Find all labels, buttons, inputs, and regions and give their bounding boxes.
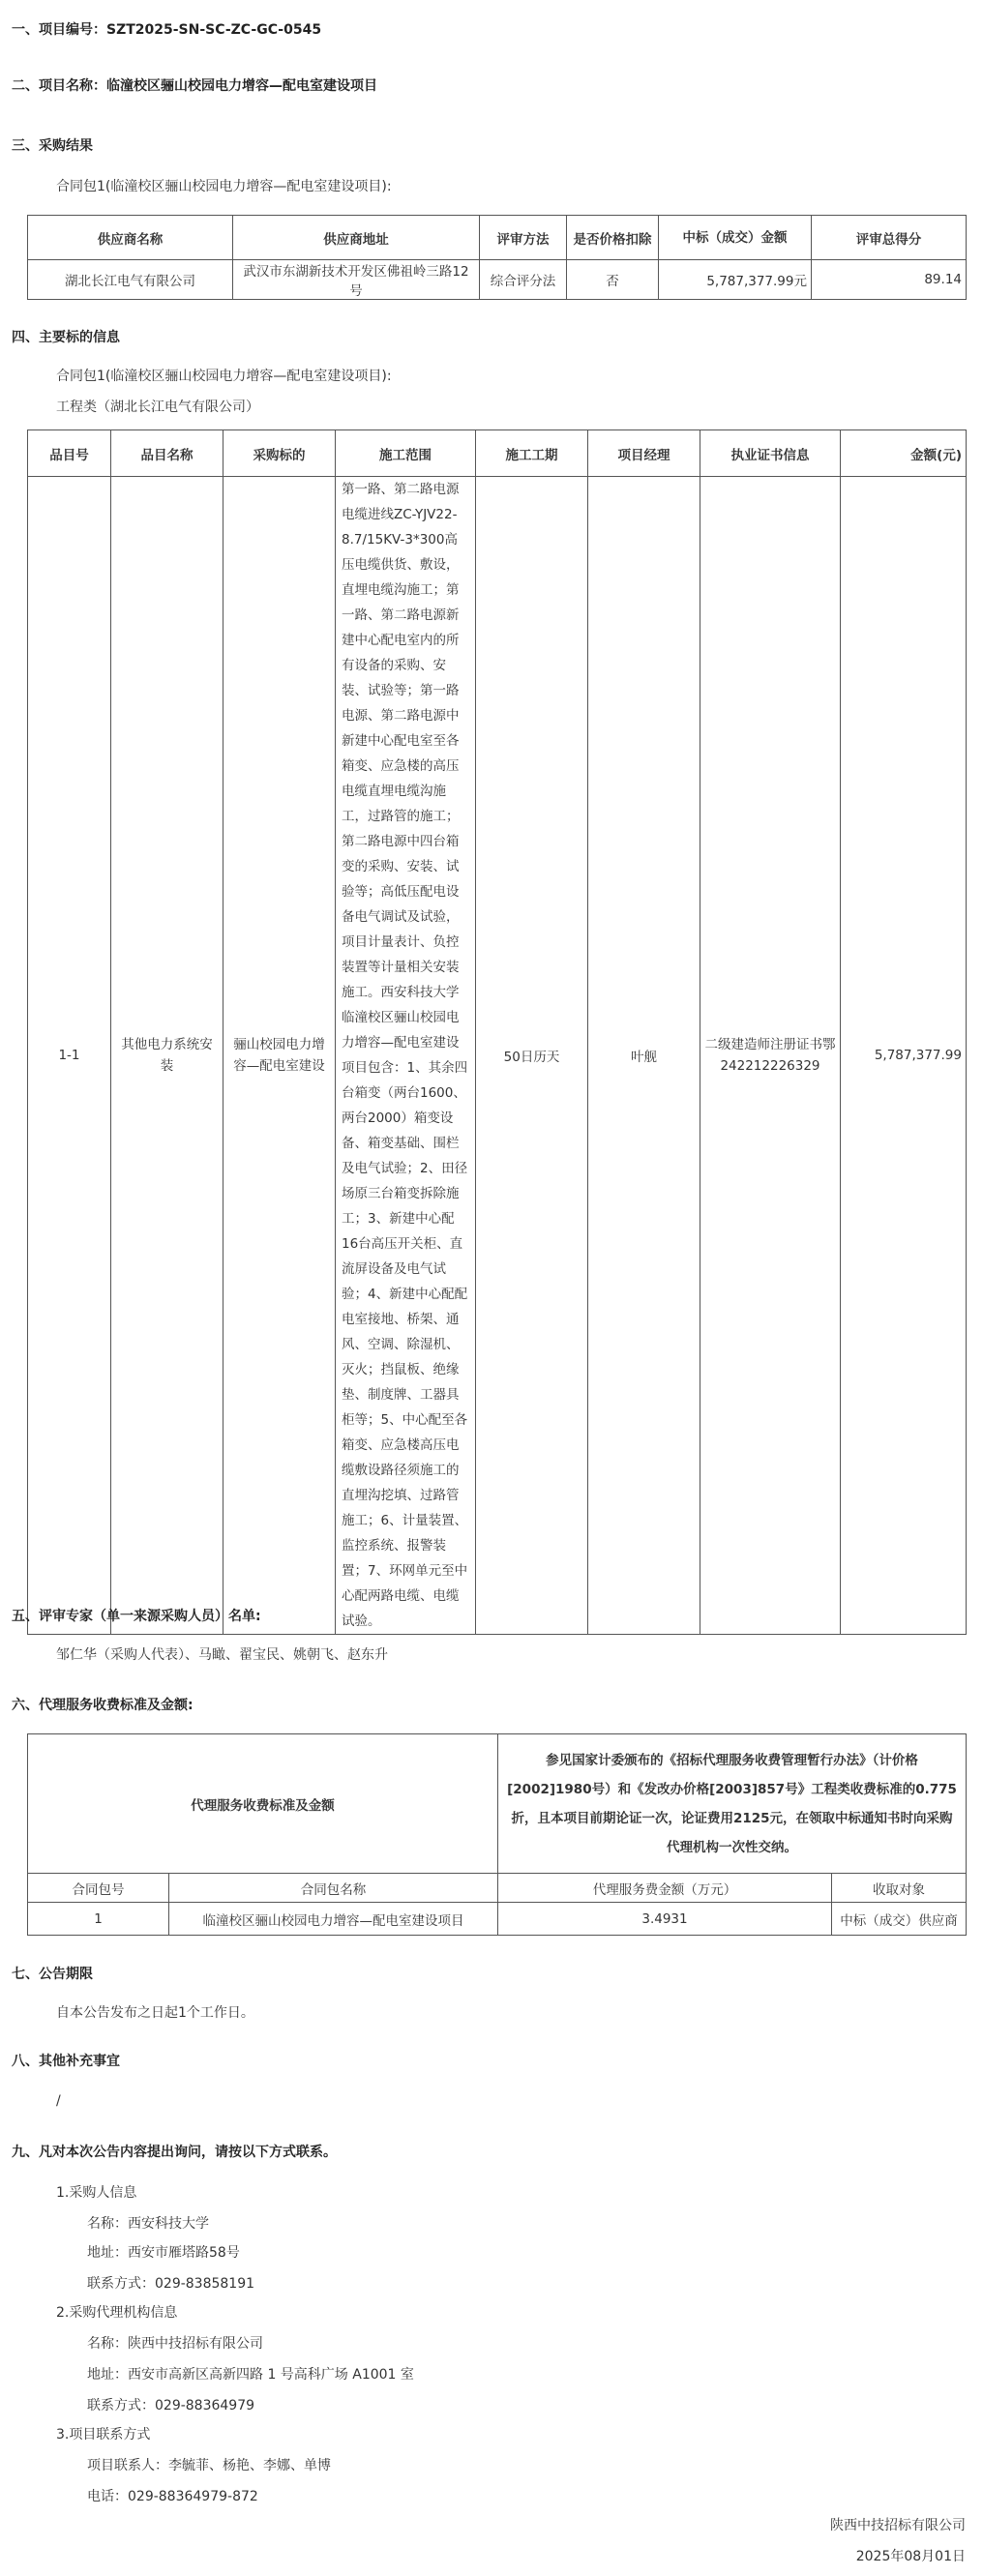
main-item-table bbox=[27, 429, 967, 1635]
header-period: 施工工期 bbox=[476, 430, 588, 477]
footer-date: 2025年08月01日 bbox=[855, 2549, 966, 2564]
table-header-row bbox=[28, 430, 967, 477]
agency-title: 2.采购代理机构信息 bbox=[56, 2305, 178, 2321]
cell-target: 骊山校园电力增容—配电室建设 bbox=[223, 477, 336, 1635]
cell-supplier-address: 武汉市东湖新技术开发区佛祖岭三路12号 bbox=[233, 260, 480, 300]
purchaser-title: 1.采购人信息 bbox=[56, 2185, 137, 2201]
agency-name: 名称：陕西中技招标有限公司 bbox=[87, 2336, 263, 2352]
section-9-heading: 九、凡对本次公告内容提出询问，请按以下方式联系。 bbox=[12, 2145, 337, 2160]
cell-bid-amount: 5,787,377.99元 bbox=[659, 260, 812, 300]
header-price-deduction: 是否价格扣除 bbox=[567, 216, 659, 260]
cell-total-score: 89.14 bbox=[812, 260, 967, 300]
cell-manager: 叶舰 bbox=[588, 477, 700, 1635]
header-supplier-name: 供应商名称 bbox=[28, 216, 233, 260]
cell-fee-amount: 3.4931 bbox=[498, 1903, 832, 1936]
header-supplier-address: 供应商地址 bbox=[233, 216, 480, 260]
table-row bbox=[28, 477, 967, 1635]
section-4-package: 合同包1(临潼校区骊山校园电力增容—配电室建设项目): bbox=[56, 369, 392, 384]
table-row bbox=[28, 260, 967, 300]
section-6-heading: 六、代理服务收费标准及金额: bbox=[12, 1698, 194, 1713]
purchaser-address: 地址：西安市雁塔路58号 bbox=[87, 2245, 240, 2261]
section-5-heading: 五、评审专家（单一来源采购人员）名单: bbox=[12, 1609, 261, 1624]
header-fee-target: 收取对象 bbox=[832, 1874, 967, 1903]
agency-address: 地址：西安市高新区高新四路 1 号高科广场 A1001 室 bbox=[87, 2367, 414, 2383]
project-name-value: 临潼校区骊山校园电力增容—配电室建设项目 bbox=[106, 78, 377, 94]
supplementary-text: / bbox=[56, 2093, 61, 2109]
section-3-package: 合同包1(临潼校区骊山校园电力增容—配电室建设项目): bbox=[56, 179, 392, 194]
project-phone: 电话：029-88364979-872 bbox=[87, 2489, 258, 2504]
fee-standard-row bbox=[28, 1734, 967, 1874]
header-package-name: 合同包名称 bbox=[169, 1874, 498, 1903]
section-8-heading: 八、其他补充事宜 bbox=[12, 2054, 120, 2069]
header-item-no: 品目号 bbox=[28, 430, 111, 477]
fee-standard-label: 代理服务收费标准及金额 bbox=[28, 1734, 498, 1874]
header-scope: 施工范围 bbox=[336, 430, 476, 477]
header-target: 采购标的 bbox=[223, 430, 336, 477]
section-7-heading: 七、公告期限 bbox=[12, 1967, 93, 1982]
section-4-heading: 四、主要标的信息 bbox=[12, 330, 120, 345]
table-header-row bbox=[28, 1874, 967, 1903]
cell-amount: 5,787,377.99 bbox=[841, 477, 967, 1635]
header-manager: 项目经理 bbox=[588, 430, 700, 477]
cell-package-no: 1 bbox=[28, 1903, 169, 1936]
cell-price-deduction: 否 bbox=[567, 260, 659, 300]
header-package-no: 合同包号 bbox=[28, 1874, 169, 1903]
purchaser-name: 名称：西安科技大学 bbox=[87, 2216, 209, 2232]
announcement-period: 自本公告发布之日起1个工作日。 bbox=[56, 2005, 254, 2021]
section-3-heading: 三、采购结果 bbox=[12, 138, 93, 154]
cell-fee-target: 中标（成交）供应商 bbox=[832, 1903, 967, 1936]
section-4-category: 工程类（湖北长江电气有限公司） bbox=[56, 400, 259, 415]
table-header-row bbox=[28, 216, 967, 260]
header-bid-amount: 中标（成交）金额 bbox=[659, 216, 812, 260]
header-item-name: 品目名称 bbox=[111, 430, 223, 477]
project-contacts: 项目联系人：李毓菲、杨艳、李娜、单博 bbox=[87, 2458, 331, 2473]
cell-period: 50日历天 bbox=[476, 477, 588, 1635]
cell-package-name: 临潼校区骊山校园电力增容—配电室建设项目 bbox=[169, 1903, 498, 1936]
table-row bbox=[28, 1903, 967, 1936]
fee-standard-desc: 参见国家计委颁布的《招标代理服务收费管理暂行办法》（计价格[2002]1980号）和《发改办价格[2003]857号》工程类收费标准的0.775折，且本项目前期论证一次，论证费用2125元，在领取中标通知书时向采购代理机构一次性交纳。 bbox=[498, 1734, 967, 1874]
header-amount: 金额(元) bbox=[841, 430, 967, 477]
header-review-method: 评审方法 bbox=[480, 216, 567, 260]
procurement-result-table bbox=[27, 215, 967, 300]
project-contact-title: 3.项目联系方式 bbox=[56, 2427, 151, 2443]
purchaser-phone: 联系方式：029-83858191 bbox=[87, 2276, 255, 2292]
footer-org: 陕西中技招标有限公司 bbox=[830, 2518, 966, 2533]
expert-names: 邹仁华（采购人代表）、马瞰、翟宝民、姚朝飞、赵东升 bbox=[56, 1647, 388, 1663]
project-name bbox=[12, 75, 377, 95]
header-cert: 执业证书信息 bbox=[700, 430, 841, 477]
project-number-label: 一、项目编号： bbox=[12, 22, 106, 38]
project-number bbox=[12, 19, 321, 39]
header-fee-amount: 代理服务费金额（万元） bbox=[498, 1874, 832, 1903]
cell-item-name: 其他电力系统安装 bbox=[111, 477, 223, 1635]
agency-fee-table bbox=[27, 1733, 967, 1936]
cell-review-method: 综合评分法 bbox=[480, 260, 567, 300]
cell-scope: 第一路、第二路电源电缆进线ZC-YJV22-8.7/15KV-3*300高压电缆供货、敷设，直埋电缆沟施工；第一路、第二路电源新建中心配电室内的所有设备的采购、安装、试验等；第一路电源、第二路电源中新建中心配电室至各箱变、应急楼的高压电缆直埋电缆沟施工，过路管的施工；第二路电源中四台箱变的采购、安装、试验等；高低压配电设备电气调试及试验，项目计量表计、负控装置等计量相关安装施工。西安科技大学临潼校区骊山校园电力增容—配电室建设项目包含：1、其余四台箱变（两台1600、两台2000）箱变设备、箱变基础、围栏及电气试验；2、田径场原三台箱变拆除施工；3、新建中心配16台高压开关柜、直流屏设备及电气试验；4、新建中心配配电室接地、桥架、通风、空调、除湿机、灭火；挡鼠板、绝缘垫、制度牌、工器具柜等；5、中心配至各箱变、应急楼高压电缆敷设路径须施工的直埋沟挖填、过路管施工；6、计量装置、监控系统、报警装置；7、环网单元至中心配两路电缆、电缆试验。 bbox=[336, 477, 476, 1635]
agency-phone: 联系方式：029-88364979 bbox=[87, 2398, 255, 2413]
header-total-score: 评审总得分 bbox=[812, 216, 967, 260]
cell-item-no: 1-1 bbox=[28, 477, 111, 1635]
project-name-label: 二、项目名称： bbox=[12, 78, 106, 94]
project-number-value: SZT2025-SN-SC-ZC-GC-0545 bbox=[106, 22, 322, 38]
cell-supplier-name: 湖北长江电气有限公司 bbox=[28, 260, 233, 300]
cell-cert: 二级建造师注册证书鄂242212226329 bbox=[700, 477, 841, 1635]
